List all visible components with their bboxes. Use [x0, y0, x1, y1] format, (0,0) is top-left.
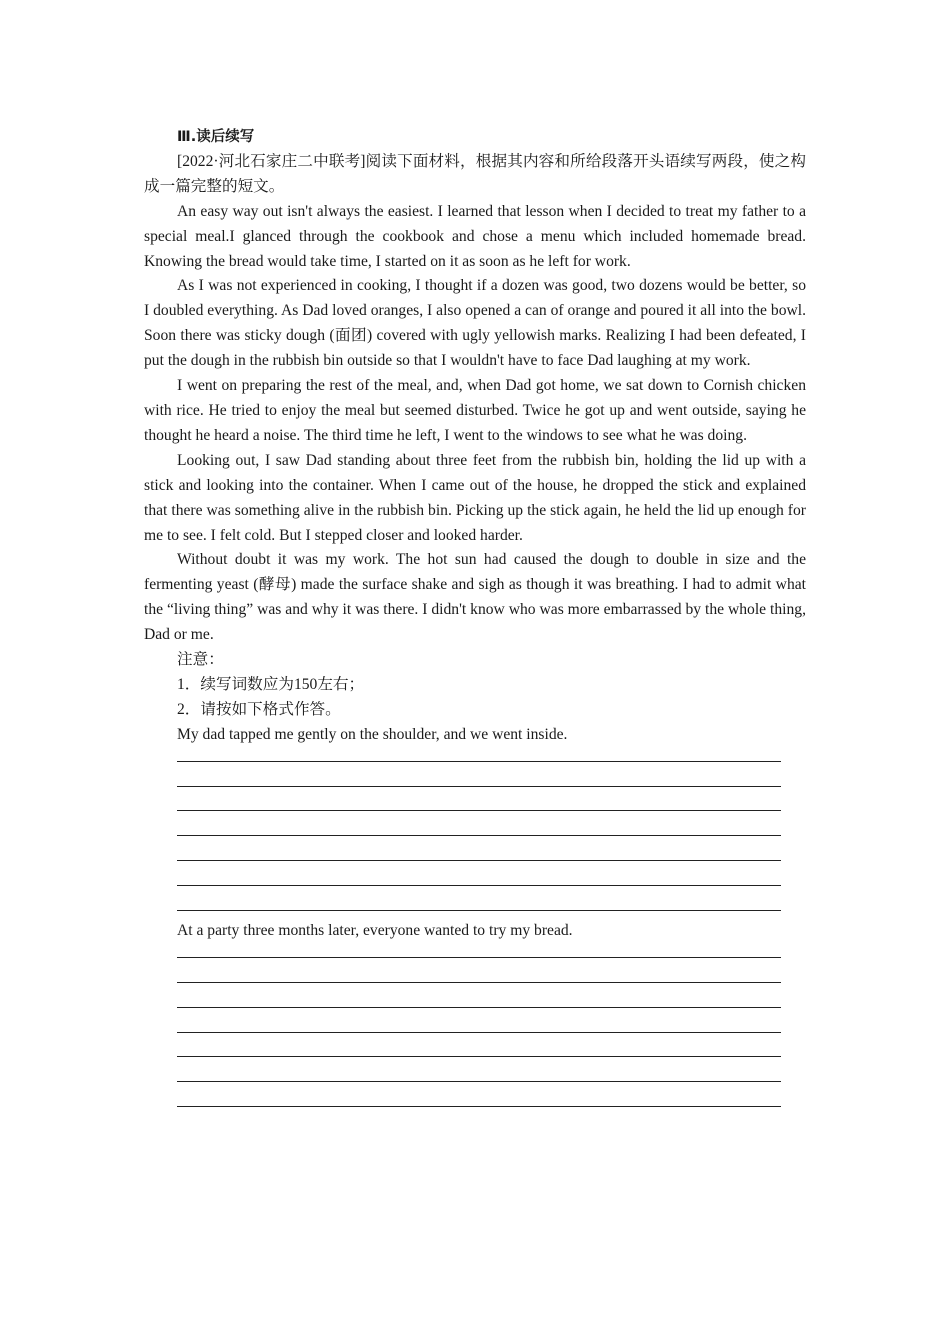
note-item-2: 2．请按如下格式作答。 [177, 700, 341, 718]
continuation-prompt-2: At a party three months later, everyone wanted to try my bread. [177, 922, 573, 939]
story-paragraph-5: Without doubt it was my work. The hot sun had caused the dough to double in size and the fermenting yeast (酵母) made the surface shake and sigh as though it was breathing. I had to admit what the “living thing” was and why it was there. I didn't know who was more embarrassed by the whole thing, Dad or me. [144, 551, 806, 644]
answer-line[interactable] [177, 958, 781, 983]
story-paragraph-2: As I was not experienced in cooking, I thought if a dozen was good, two dozens would be better, so I doubled everything. As Dad loved oranges, I also opened a can of orange and poured it all into the bowl. Soon there was sticky dough (面团) covered with ugly yellowish marks. Realizing I had been defeated, I put the dough in the rubbish bin outside so that I wouldn't have to face Dad laughing at my work. [144, 277, 806, 370]
answer-line[interactable] [177, 1082, 781, 1107]
story-paragraph-4: Looking out, I saw Dad standing about three feet from the rubbish bin, holding the lid up with a stick and looking into the container. When I came out of the house, he dropped the stick and explained that there was something alive in the rubbish bin. Picking up the stick again, he held the lid up enough for me to see. I felt cold. But I stepped closer and looked harder. [144, 451, 806, 544]
answer-line[interactable] [177, 1033, 781, 1058]
answer-line[interactable] [177, 811, 781, 836]
answer-area-1[interactable] [177, 748, 781, 911]
note-item-1: 1．续写词数应为150左右； [177, 675, 365, 693]
answer-line[interactable] [177, 787, 781, 812]
section-heading: Ⅲ.读后续写 [177, 129, 255, 145]
story-paragraph-3: I went on preparing the rest of the meal, and, when Dad got home, we sat down to Cornish chicken with rice. He tried to enjoy the meal but seemed disturbed. Twice he got up and went outside, saying he thought he heard a noise. The third time he left, I went to the windows to see what he was doing. [144, 377, 806, 444]
continuation-prompt-1: My dad tapped me gently on the shoulder, and we went inside. [177, 725, 568, 743]
answer-line[interactable] [177, 1008, 781, 1033]
answer-line[interactable] [177, 748, 781, 762]
answer-line[interactable] [177, 944, 781, 958]
instruction-text: [2022·河北石家庄二中联考]阅读下面材料，根据其内容和所给段落开头语续写两段，使之构成一篇完整的短文。 [144, 152, 806, 195]
story-paragraph-1: An easy way out isn't always the easiest. I learned that lesson when I decided to treat my father to a special meal.I glanced through the cookbook and chose a menu which included homemade bread. Knowing the bread would take time, I started on it as soon as he left for work. [144, 202, 806, 270]
notes-label: 注意： [177, 651, 224, 669]
answer-line[interactable] [177, 1057, 781, 1082]
answer-line[interactable] [177, 861, 781, 886]
answer-line[interactable] [177, 886, 781, 911]
worksheet-page [144, 125, 806, 1107]
answer-line[interactable] [177, 762, 781, 787]
answer-line[interactable] [177, 983, 781, 1008]
answer-area-2[interactable] [177, 944, 781, 1107]
answer-line[interactable] [177, 836, 781, 861]
